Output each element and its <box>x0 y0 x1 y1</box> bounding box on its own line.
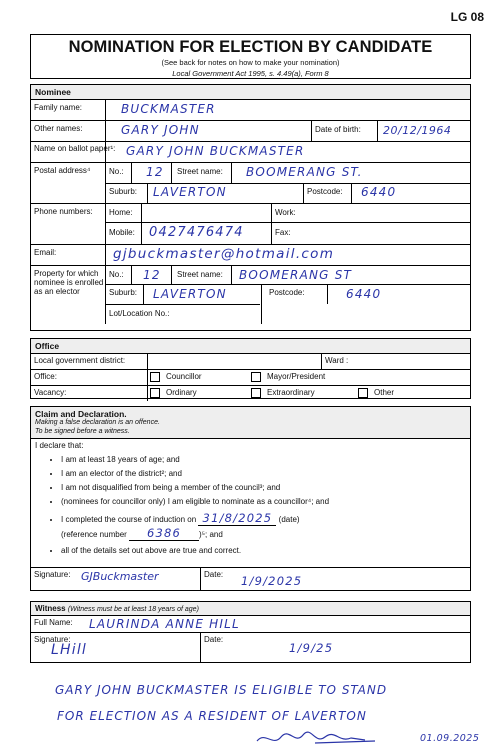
prop-postcode-label: Postcode: <box>269 288 305 297</box>
witness-signature-row <box>31 633 470 662</box>
nominee-section <box>30 84 471 331</box>
ballot-name-label: Name on ballot paper¹: <box>34 144 116 153</box>
councillor-checkbox[interactable] <box>150 372 160 382</box>
ward-label: Ward : <box>325 356 349 365</box>
nominee-heading: Nominee <box>31 85 470 100</box>
declaration-intro: I declare that: <box>35 441 84 450</box>
family-name-label: Family name: <box>34 103 83 112</box>
nominee-signature[interactable]: GJBuckmaster <box>81 570 159 583</box>
prop-street-value[interactable]: BOOMERANG ST <box>239 268 353 282</box>
postal-postcode-label: Postcode: <box>307 187 343 196</box>
office-section <box>30 338 471 399</box>
prop-street-label: Street name: <box>177 270 223 279</box>
prop-postcode-value[interactable]: 6440 <box>346 287 382 301</box>
other-names-row <box>31 121 470 142</box>
postal-no-label: No.: <box>109 167 124 176</box>
prop-no-label: No.: <box>109 270 124 279</box>
vacancy-row <box>31 386 470 401</box>
witness-date-value[interactable]: 1/9/25 <box>289 641 334 655</box>
postal-postcode-value[interactable]: 6440 <box>361 185 397 199</box>
claim-warning-1: Making a false declaration is an offence. <box>35 419 160 426</box>
claim-date-label: Date: <box>204 570 224 579</box>
mobile-value[interactable]: 0427476474 <box>149 225 244 240</box>
witness-name-row <box>31 616 470 633</box>
other-option[interactable]: Other <box>358 388 394 398</box>
vacancy-label: Vacancy: <box>34 388 67 397</box>
postal-suburb-value[interactable]: LAVERTON <box>153 185 227 199</box>
title-box <box>30 34 471 79</box>
mayor-checkbox[interactable] <box>251 372 261 382</box>
email-value[interactable]: gjbuckmaster@hotmail.com <box>113 246 335 262</box>
mobile-label: Mobile: <box>109 228 135 237</box>
witness-name-label: Full Name: <box>34 618 73 627</box>
postal-street-value[interactable]: BOOMERANG ST. <box>246 165 363 179</box>
form-subtitle: (See back for notes on how to make your nomination) <box>161 58 340 67</box>
declaration-item-induction: • I completed the course of induction on 31/8/2025 (date) (reference number 6386 )⁵; and <box>61 511 466 541</box>
fax-label: Fax: <box>275 228 291 237</box>
declaration-item: • (nominees for councillor only) I am eligible to nominate as a councillor⁴; and <box>61 497 466 506</box>
witness-header: Witness (Witness must be at least 18 years of age) <box>31 602 470 616</box>
claim-header <box>31 407 470 439</box>
handwritten-note-date: 01.09.2025 <box>420 733 480 744</box>
councillor-option[interactable]: Councillor <box>150 372 202 382</box>
claim-warning-2: To be signed before a witness. <box>35 427 130 435</box>
witness-signature-label: Signature: <box>34 635 71 644</box>
handwritten-note-line-1: GARY JOHN BUCKMASTER IS ELIGIBLE TO STAND <box>55 683 388 697</box>
dob-label: Date of birth: <box>315 125 361 134</box>
ordinary-checkbox[interactable] <box>150 388 160 398</box>
other-names-label: Other names: <box>34 124 83 133</box>
witness-date-label: Date: <box>204 635 224 644</box>
postal-address-row <box>31 163 470 204</box>
prop-no-value[interactable]: 12 <box>143 268 161 282</box>
property-label: Property for which nominee is enrolled as an elector <box>34 269 104 296</box>
prop-suburb-label: Suburb: <box>109 288 138 297</box>
witness-signature[interactable]: LHill <box>51 642 87 658</box>
family-name-row <box>31 100 470 121</box>
claim-date-value[interactable]: 1/9/2025 <box>241 574 303 588</box>
ballot-name-row <box>31 142 470 163</box>
form-title: NOMINATION FOR ELECTION BY CANDIDATE <box>68 38 433 56</box>
form-act: Local Government Act 1995, s. 4.49(a), Form 8 <box>172 69 329 78</box>
property-row <box>31 266 470 324</box>
phone-label: Phone numbers: <box>34 207 93 216</box>
email-row <box>31 245 470 266</box>
district-row <box>31 354 470 370</box>
declaration-item: • I am not disqualified from being a member of the council³; and <box>61 483 466 492</box>
signature-label: Signature: <box>34 570 71 579</box>
mayor-option[interactable]: Mayor/President <box>251 372 325 382</box>
declaration-item: • all of the details set out above are true and correct. <box>61 546 466 555</box>
office-row <box>31 370 470 386</box>
extraordinary-option[interactable]: Extraordinary <box>251 388 315 398</box>
declaration <box>31 439 470 562</box>
induction-date-value[interactable]: 31/8/2025 <box>198 511 276 526</box>
district-label: Local government district: <box>34 356 126 365</box>
witness-section <box>30 601 471 663</box>
phone-row <box>31 204 470 245</box>
claim-heading: Claim and Declaration. <box>35 409 127 419</box>
email-label: Email: <box>34 248 57 257</box>
postal-street-label: Street name: <box>177 167 223 176</box>
declaration-list <box>35 455 466 555</box>
officer-signature-icon <box>255 729 395 749</box>
declaration-item: • I am an elector of the district²; and <box>61 469 466 478</box>
lot-label: Lot/Location No.: <box>109 309 170 318</box>
home-label: Home: <box>109 208 133 217</box>
form-code: LG 08 <box>450 10 484 24</box>
ordinary-option[interactable]: Ordinary <box>150 388 197 398</box>
prop-suburb-value[interactable]: LAVERTON <box>153 287 227 301</box>
office-heading: Office <box>31 339 470 354</box>
extraordinary-checkbox[interactable] <box>251 388 261 398</box>
office-label: Office: <box>34 372 57 381</box>
postal-suburb-label: Suburb: <box>109 187 138 196</box>
ballot-name-value[interactable]: GARY JOHN BUCKMASTER <box>126 144 305 158</box>
declaration-item: • I am at least 18 years of age; and <box>61 455 466 464</box>
postal-no-value[interactable]: 12 <box>146 165 164 179</box>
postal-address-label: Postal address⁴ <box>34 166 91 175</box>
witness-name-value[interactable]: LAURINDA ANNE HILL <box>89 617 240 631</box>
claim-section <box>30 406 471 591</box>
reference-number-value[interactable]: 6386 <box>129 526 199 541</box>
family-name-value[interactable]: BUCKMASTER <box>121 102 216 116</box>
handwritten-note-line-2: FOR ELECTION AS A RESIDENT OF LAVERTON <box>57 709 367 723</box>
other-checkbox[interactable] <box>358 388 368 398</box>
dob-value[interactable]: 20/12/1964 <box>383 124 452 137</box>
work-label: Work: <box>275 208 296 217</box>
other-names-value[interactable]: GARY JOHN <box>121 123 200 137</box>
